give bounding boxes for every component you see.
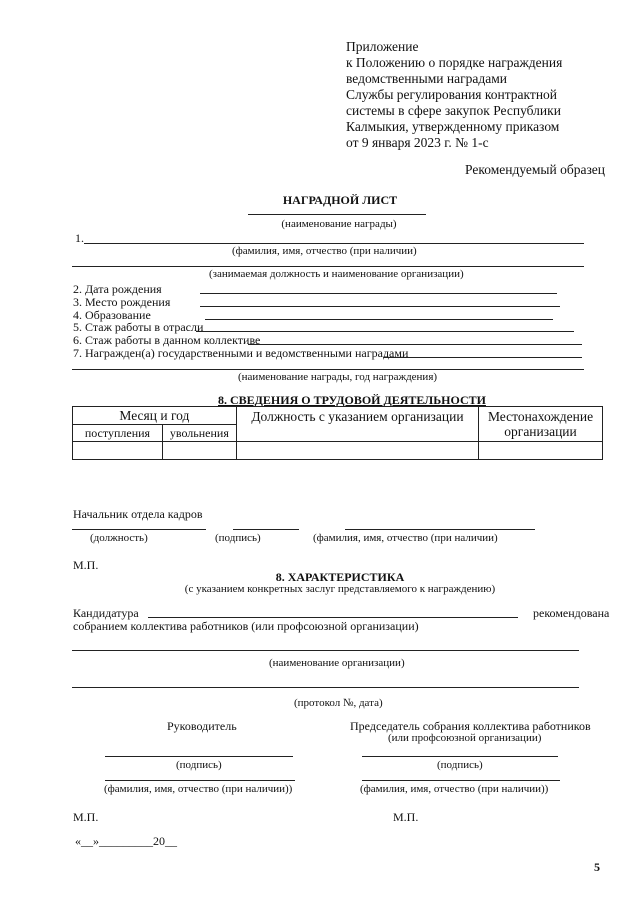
hr-position-line: [72, 529, 206, 530]
position-caption: (занимаемая должность и наименование организации): [209, 268, 464, 280]
item1-line: [84, 243, 584, 244]
protocol-caption: (протокол №, дата): [294, 697, 383, 709]
team-experience-label: 6. Стаж работы в данном коллективе: [73, 333, 261, 347]
candidacy-line: [148, 617, 518, 618]
appendix-line: ведомственными наградами: [346, 71, 507, 86]
table-cell[interactable]: [162, 442, 236, 460]
appendix-line: от 9 января 2023 г. № 1-с: [346, 135, 489, 150]
awards-line: [384, 357, 582, 358]
recommended-label: рекомендована: [533, 606, 610, 620]
protocol-line: [72, 687, 579, 688]
birth-date-line: [200, 293, 557, 294]
table-cell[interactable]: [479, 442, 603, 460]
hr-fio-caption: (фамилия, имя, отчество (при наличии): [313, 532, 498, 544]
hr-signature-line: [233, 529, 299, 530]
chairman-signature-caption: (подпись): [437, 759, 483, 771]
birth-place-label: 3. Место рождения: [73, 295, 171, 309]
candidacy-label: Кандидатура: [73, 606, 139, 620]
organization-line: [72, 650, 579, 651]
fio-caption: (фамилия, имя, отчество (при наличии): [232, 245, 417, 257]
location-header: [479, 407, 603, 442]
appendix-line: Калмыкия, утвержденному приказом: [346, 119, 560, 134]
characteristic-title: 8. ХАРАКТЕРИСТИКА: [275, 570, 405, 584]
page-number: 5: [594, 860, 600, 874]
head-signature-line: [105, 756, 293, 757]
mp-stamp-2: М.П.: [73, 810, 99, 824]
hr-position-caption: (должность): [90, 532, 148, 544]
birth-place-line: [200, 306, 560, 307]
chairman-title: Председатель собрания коллектива работников: [350, 719, 591, 733]
award-line: [248, 214, 426, 215]
head-fio-line: [105, 780, 295, 781]
appendix-line: системы в сфере закупок Республики: [346, 103, 561, 118]
chairman-fio-caption: (фамилия, имя, отчество (при наличии)): [360, 783, 549, 795]
location-header-l1: Местонахождение: [487, 409, 594, 424]
hr-head-label: Начальник отдела кадров: [73, 507, 203, 521]
position-org-header: Должность с указанием организации: [236, 407, 478, 442]
head-signature-caption: (подпись): [176, 759, 222, 771]
awards-line-2: [72, 369, 584, 370]
table-cell[interactable]: [236, 442, 478, 460]
hr-fio-line: [345, 529, 535, 530]
head-fio-caption: (фамилия, имя, отчество (при наличии)): [104, 783, 293, 795]
appendix-line: Приложение: [346, 39, 419, 54]
position-line: [72, 266, 584, 267]
location-header-l2: организации: [504, 424, 577, 439]
recommended-sample: Рекомендуемый образец: [465, 162, 606, 177]
education-label: 4. Образование: [73, 308, 151, 322]
mp-stamp-1: М.П.: [73, 558, 99, 572]
work-history-title: 8. СВЕДЕНИЯ О ТРУДОВОЙ ДЕЯТЕЛЬНОСТИ: [218, 393, 486, 407]
dismissal-header: увольнения: [162, 425, 236, 442]
page-title: НАГРАДНОЙ ЛИСТ: [282, 193, 398, 207]
table-row: [73, 442, 603, 460]
mp-stamp-3: М.П.: [393, 810, 419, 824]
head-title: Руководитель: [167, 719, 237, 733]
industry-experience-label: 5. Стаж работы в отрасли: [73, 320, 204, 334]
item1-label: 1.: [75, 231, 84, 245]
birth-date-label: 2. Дата рождения: [73, 282, 162, 296]
award-caption: (наименование награды): [281, 218, 397, 230]
hr-signature-caption: (подпись): [215, 532, 261, 544]
characteristic-subtitle: (с указанием конкретных заслуг представляемого к награждению): [184, 583, 496, 595]
admission-header: поступления: [73, 425, 163, 442]
chairman-signature-line: [362, 756, 558, 757]
appendix-line: к Положению о порядке награждения: [346, 55, 563, 70]
month-year-header: Месяц и год: [73, 407, 237, 425]
date-line: «__»_________20__: [75, 834, 177, 848]
team-experience-line: [248, 344, 582, 345]
chairman-subtitle: (или профсоюзной организации): [388, 732, 542, 744]
meeting-label: собранием коллектива работников (или профсоюзной организации): [73, 619, 419, 633]
education-line: [205, 319, 553, 320]
awards-caption: (наименование награды, год награждения): [238, 371, 438, 383]
work-history-table: [72, 406, 603, 460]
organization-caption: (наименование организации): [269, 657, 405, 669]
chairman-fio-line: [362, 780, 560, 781]
appendix-line: Службы регулирования контрактной: [346, 87, 558, 102]
industry-experience-line: [196, 331, 574, 332]
awards-label: 7. Награжден(а) государственными и ведомственными наградами: [73, 346, 409, 360]
table-cell[interactable]: [73, 442, 163, 460]
